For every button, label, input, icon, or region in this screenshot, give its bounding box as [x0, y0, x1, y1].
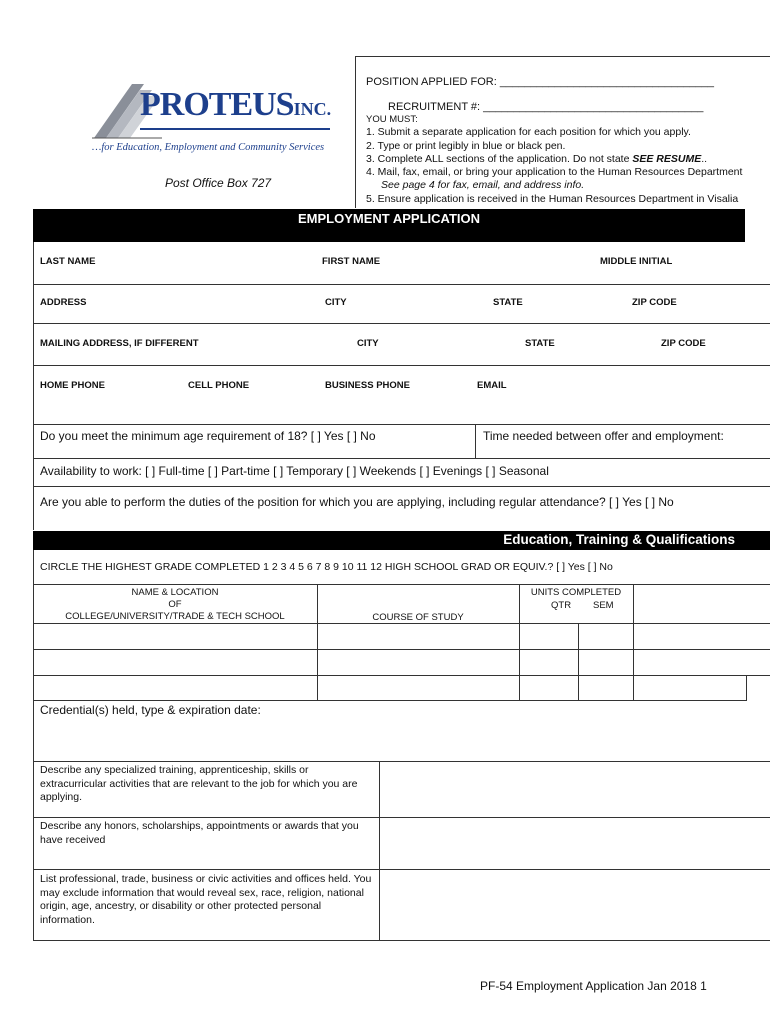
position-applied-field[interactable]: POSITION APPLIED FOR: ___________________________________	[366, 76, 714, 88]
post-office-address: Post Office Box 727	[165, 176, 272, 190]
row-divider	[33, 869, 770, 870]
col-divider	[578, 623, 579, 700]
course-column-header: COURSE OF STUDY	[372, 612, 464, 623]
footer-form-id: PF-54 Employment Application Jan 2018 1	[480, 979, 707, 993]
highest-grade-question[interactable]: CIRCLE THE HIGHEST GRADE COMPLETED 1 2 3 4 5 6 7 8 9 10 11 12 HIGH SCHOOL GRAD OR EQUIV.? [ ] Yes [ ] No	[40, 561, 613, 573]
perform-duties-question[interactable]: Are you able to perform the duties of the position for which you are applying, including regular attendance? [ ] Yes [ ] No	[40, 495, 674, 509]
row-divider	[33, 365, 770, 366]
instruction-4-note: See page 4 for fax, email, and address info.	[381, 179, 585, 191]
state-label: STATE	[493, 297, 523, 308]
age-requirement-question[interactable]: Do you meet the minimum age requirement of 18? [ ] Yes [ ] No	[40, 429, 376, 443]
row-divider	[33, 675, 770, 676]
mailing-state-label: STATE	[525, 338, 555, 349]
middle-initial-label: MIDDLE INITIAL	[600, 256, 673, 267]
credentials-label[interactable]: Credential(s) held, type & expiration date:	[40, 703, 261, 717]
availability-question[interactable]: Availability to work: [ ] Full-time [ ] Part-time [ ] Temporary [ ] Weekends [ ] Evenings [ ] Seasonal	[40, 464, 549, 478]
instruction-4: 4. Mail, fax, email, or bring your application to the Human Resources Department	[366, 166, 743, 178]
recruitment-number-field[interactable]: RECRUITMENT #: ____________________________________	[388, 101, 704, 113]
qtr-column-header: QTR	[551, 600, 572, 611]
zip-label: ZIP CODE	[632, 297, 677, 308]
row-divider	[33, 649, 770, 650]
logo-wordmark: PROTEUSINC.	[140, 86, 332, 123]
instruction-5: 5. Ensure application is received in the Human Resources Department in Visalia	[366, 193, 739, 205]
row-divider	[33, 584, 770, 585]
education-section-title: Education, Training & Qualifications	[503, 532, 735, 547]
col-divider	[519, 584, 520, 700]
col-divider	[475, 424, 476, 458]
instruction-3: 3. Complete ALL sections of the application. Do not state SEE RESUME..	[366, 153, 708, 165]
education-section-bar	[33, 531, 770, 550]
mailing-zip-label: ZIP CODE	[661, 338, 706, 349]
mailing-city-label: CITY	[357, 338, 379, 349]
honors-label: Describe any honors, scholarships, appointments or awards that you have received	[40, 820, 359, 846]
email-label: EMAIL	[477, 380, 507, 391]
school-column-header: NAME & LOCATION OF COLLEGE/UNIVERSITY/TRADE & TECH SCHOOL	[65, 587, 285, 622]
row-divider	[33, 700, 747, 701]
professional-activities-label: List professional, trade, business or civic activities and offices held. You may exclude information that would reveal sex, race, religion, national origin, age, ancestry, or disability or other protected personal information.	[40, 873, 372, 926]
logo-tagline: …for Education, Employment and Community Services	[92, 142, 325, 153]
time-needed-question[interactable]: Time needed between offer and employment:	[483, 429, 724, 443]
last-name-label: LAST NAME	[40, 256, 96, 267]
home-phone-label: HOME PHONE	[40, 380, 105, 391]
row-divider	[33, 284, 770, 285]
row-divider	[33, 940, 770, 941]
row-divider	[33, 761, 770, 762]
logo-underline	[140, 128, 330, 130]
city-label: CITY	[325, 297, 347, 308]
instruction-1: 1. Submit a separate application for each position for which you apply.	[366, 126, 691, 138]
units-column-header: UNITS COMPLETED	[530, 587, 622, 598]
row-divider	[33, 817, 770, 818]
col-divider	[317, 584, 318, 700]
first-name-label: FIRST NAME	[322, 256, 381, 267]
you-must-label: YOU MUST:	[366, 114, 418, 125]
row-divider	[33, 323, 770, 324]
sem-column-header: SEM	[593, 600, 614, 611]
cell-phone-label: CELL PHONE	[188, 380, 250, 391]
title-bar	[33, 209, 745, 242]
row-divider	[33, 486, 770, 487]
col-divider	[746, 675, 747, 700]
address-label: ADDRESS	[40, 297, 87, 308]
company-logo	[92, 78, 342, 158]
business-phone-label: BUSINESS PHONE	[325, 380, 410, 391]
col-divider	[633, 584, 634, 700]
instruction-2: 2. Type or print legibly in blue or black pen.	[366, 140, 566, 152]
row-divider	[33, 424, 770, 425]
mailing-address-label: MAILING ADDRESS, IF DIFFERENT	[40, 338, 199, 349]
row-divider	[33, 458, 770, 459]
col-divider	[379, 761, 380, 940]
specialized-training-label: Describe any specialized training, apprenticeship, skills or extracurricular activities that are relevant to the job for which you are applying.	[40, 764, 358, 803]
page-title: EMPLOYMENT APPLICATION	[298, 211, 480, 226]
